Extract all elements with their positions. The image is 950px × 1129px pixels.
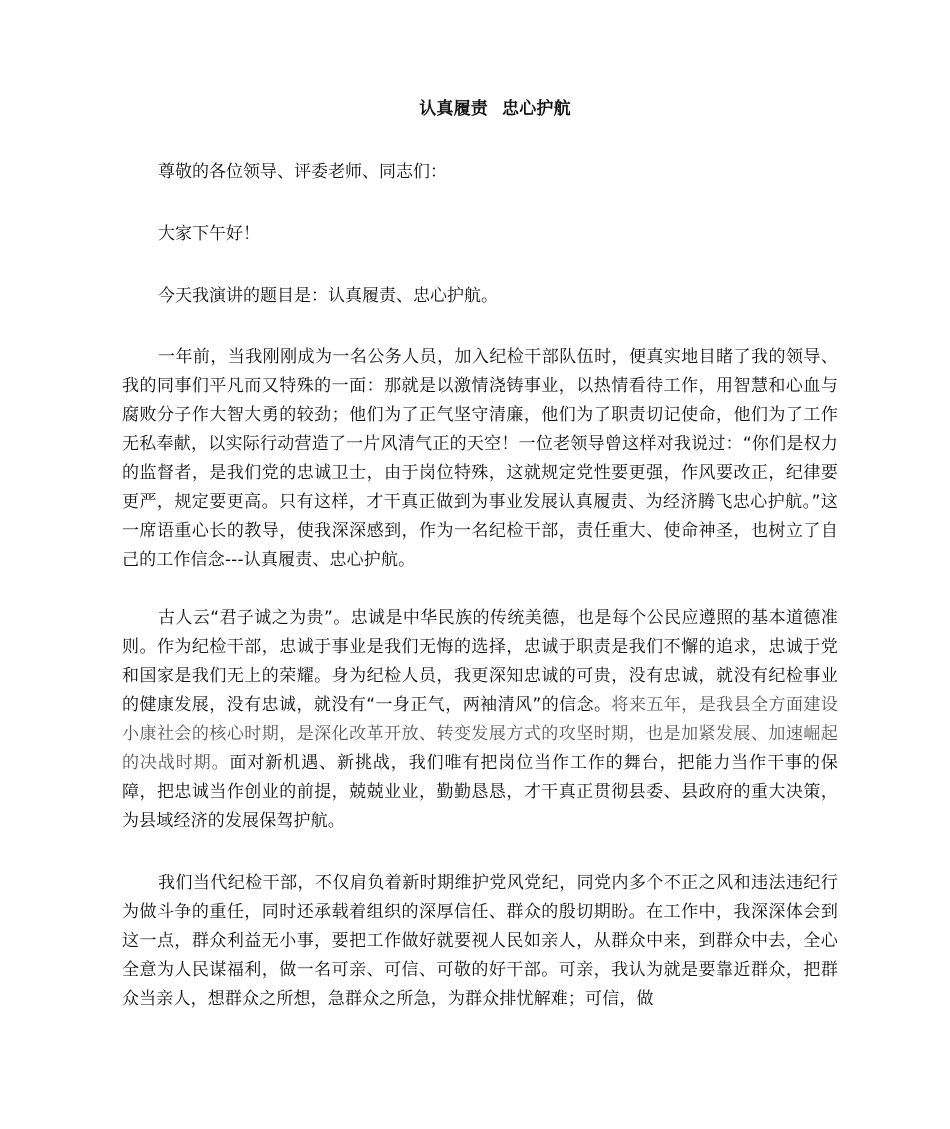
- paragraph-2: [122, 604, 838, 836]
- speech-topic: 今天我演讲的题目是：认真履责、忠心护航。: [158, 286, 498, 306]
- paragraph-2-part-b: 将来五年，是我县全方面建设小康社会的核心时期，是深化改革开放、转变发展方式的攻坚时期，也是加紧发展、加速崛起的决战时期。: [122, 695, 839, 773]
- paragraph-2-part-a: 古人云“君子诚之为贵”。忠诚是中华民族的传统美德，也是每个公民应遵照的基本道德准则。作为纪检干部，忠诚于事业是我们无悔的选择，忠诚于职责是我们不懈的追求，忠诚于党和国家是我们无上的荣耀。身为纪检人员，我更深知忠诚的可贵，没有忠诚，就没有纪检事业的健康发展，没有忠诚，就没有“一身正气，两袖清风”的信念。: [122, 608, 838, 715]
- title-part-2: 忠心护航: [502, 99, 571, 119]
- title-part-1: 认真履责: [419, 99, 488, 119]
- document-title: [0, 97, 950, 121]
- paragraph-2-part-c: 面对新机遇、新挑战，我们唯有把岗位当作工作的舞台，把能力当作干事的保障，把忠诚当作创业的前提，兢兢业业，勤勤恳恳，才干真正贯彻县委、县政府的重大决策，为县域经济的发展保驾护航。: [122, 753, 838, 831]
- greeting: 大家下午好！: [158, 224, 260, 244]
- paragraph-3: 我们当代纪检干部，不仅肩负着新时期维护党风党纪，同党内多个不正之风和违法违纪行为做斗争的重任，同时还承载着组织的深厚信任、群众的殷切期盼。在工作中，我深深体会到这一点，群众利益无小事，要把工作做好就要视人民如亲人，从群众中来，到群众中去，全心全意为人民谋福利，做一名可亲、可信、可敬的好干部。可亲，我认为就是要靠近群众，把群众当亲人，想群众之所想，急群众之所急，为群众排忧解难；可信，做: [122, 873, 838, 1009]
- paragraph-1: 一年前，当我刚刚成为一名公务人员，加入纪检干部队伍时，便真实地目睹了我的领导、我的同事们平凡而又特殊的一面：那就是以激情浇铸事业，以热情看待工作，用智慧和心血与腐败分子作大智大勇的较劲；他们为了正气坚守清廉，他们为了职责切记使命，他们为了工作无私奉献，以实际行动营造了一片风清气正的天空！一位老领导曾这样对我说过：“你们是权力的监督者，是我们党的忠诚卫士，由于岗位特殊，这就规定党性要更强，作风要改正，纪律要更严，规定要更高。只有这样，才干真正做到为事业发展认真履责、为经济腾飞忠心护航。”这一席语重心长的教导，使我深深感到，作为一名纪检干部，责任重大、使命神圣，也树立了自己的工作信念---认真履责、忠心护航。: [122, 347, 838, 570]
- salutation: 尊敬的各位领导、评委老师、同志们：: [158, 162, 447, 182]
